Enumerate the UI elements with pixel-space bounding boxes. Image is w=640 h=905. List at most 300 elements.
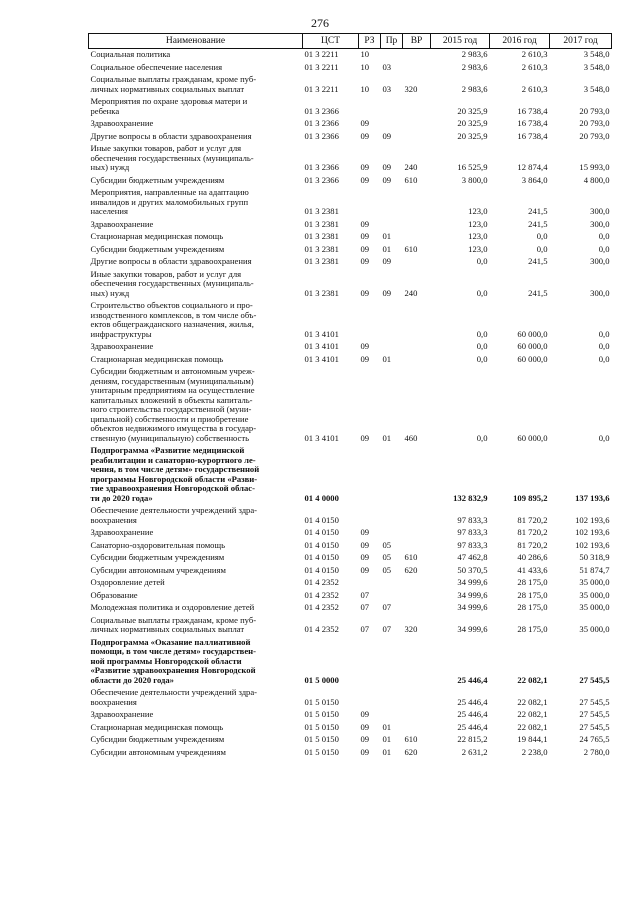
row-2016: 28 175,0 (517, 589, 548, 600)
row-2016: 16 738,4 (517, 130, 548, 141)
table-row (89, 527, 612, 540)
row-rz: 09 (360, 564, 370, 575)
row-rz: 09 (360, 734, 370, 744)
row-vr (403, 131, 431, 144)
row-2016: 16 738,4 (517, 118, 548, 128)
table-row (89, 300, 612, 341)
row-cst: 01 3 2366 (304, 174, 339, 185)
row-vr: 610 (404, 734, 418, 744)
row-2016: 81 720,2 (517, 527, 548, 537)
row-vr (403, 256, 431, 269)
table-row (89, 615, 612, 637)
row-2017: 0,0 (598, 353, 610, 364)
row-2017: 15 993,0 (579, 162, 610, 172)
header-rz: РЗ (359, 34, 381, 49)
row-rz: 09 (360, 709, 370, 719)
row-vr (403, 118, 431, 131)
table-row (89, 175, 612, 188)
row-name: Мероприятия по охране здоровья матери и ребенка (90, 96, 248, 116)
table-row (89, 244, 612, 257)
row-rz: 09 (360, 130, 370, 141)
table-row (89, 366, 612, 445)
row-pr (381, 341, 403, 354)
row-2016: 28 175,0 (517, 624, 548, 634)
header-vr: ВР (403, 34, 431, 49)
table-row (89, 505, 612, 527)
row-cst: 01 3 2381 (304, 206, 339, 216)
row-vr: 610 (404, 552, 418, 562)
table-row (89, 602, 612, 615)
row-name: Оздоровление детей (90, 577, 165, 587)
row-rz (359, 505, 381, 527)
row-cst: 01 5 0150 (304, 696, 339, 707)
row-vr: 240 (404, 162, 418, 172)
row-vr: 320 (404, 83, 418, 94)
row-rz: 07 (360, 602, 370, 612)
row-cst: 01 4 0150 (304, 527, 339, 537)
row-rz: 09 (360, 243, 370, 254)
row-2017: 20 793,0 (579, 105, 610, 116)
row-pr: 09 (382, 174, 392, 185)
row-2016: 0,0 (536, 243, 548, 254)
row-cst: 01 3 4101 (304, 328, 339, 339)
row-pr (381, 96, 403, 118)
row-name: Иные закупки товаров, работ и услуг для обеспечения государственных (муниципаль- ных) нужд (90, 143, 254, 172)
row-rz: 10 (360, 49, 370, 59)
row-2015: 34 999,6 (457, 589, 488, 600)
row-2016: 22 082,1 (517, 674, 548, 685)
row-name: Здравоохранение (90, 218, 154, 229)
row-2016: 60 000,0 (517, 432, 548, 443)
row-name: Иные закупки товаров, работ и услуг для обеспечения государственных (муниципаль- ных) нужд (90, 268, 254, 298)
row-rz: 09 (360, 432, 370, 443)
row-name: Подпрограмма «Развитие медицинской реабилитации и санаторно-курортного ле- чения, в том числе детям» государственной программы Новгородской области «Разви- тие здравоохранения Новгородской облас- ти до 2020 года» (90, 445, 260, 503)
row-pr: 03 (382, 83, 392, 94)
row-pr (381, 637, 403, 688)
row-rz (359, 300, 381, 341)
table-row (89, 734, 612, 747)
row-name: Мероприятия, направленные на адаптацию инвалидов и других маломобильных групп населения (90, 187, 249, 216)
row-rz: 09 (360, 287, 370, 298)
row-pr: 09 (382, 162, 392, 172)
table-row (89, 269, 612, 301)
page-number: 276 (311, 16, 329, 30)
row-pr: 09 (382, 287, 392, 298)
row-name: Социальные выплаты гражданам, кроме пуб- личных нормативных социальных выплат (90, 614, 257, 634)
row-2017: 300,0 (590, 218, 610, 229)
row-2016: 2 238,0 (521, 746, 548, 757)
table-row (89, 219, 612, 232)
row-rz: 09 (360, 353, 370, 364)
table-row (89, 722, 612, 735)
row-vr (403, 722, 431, 735)
row-2017: 0,0 (598, 432, 610, 443)
row-2017: 102 193,6 (575, 527, 610, 537)
row-pr (381, 505, 403, 527)
row-pr: 05 (382, 539, 392, 550)
row-vr (403, 300, 431, 341)
row-2017: 102 193,6 (575, 539, 610, 550)
row-2015: 25 446,4 (457, 721, 488, 732)
row-cst: 01 4 0150 (304, 539, 339, 550)
table-row (89, 256, 612, 269)
row-2016: 241,5 (528, 218, 548, 229)
row-vr (403, 445, 431, 505)
row-2017: 20 793,0 (579, 118, 610, 128)
row-vr (403, 62, 431, 75)
row-name: Социальное обеспечение населения (90, 61, 223, 72)
row-2016: 60 000,0 (517, 328, 548, 339)
row-2017: 50 318,9 (579, 552, 610, 562)
row-vr (403, 709, 431, 722)
table-body (89, 49, 612, 760)
row-vr (403, 637, 431, 688)
row-rz: 09 (360, 256, 370, 266)
row-pr: 01 (382, 746, 392, 757)
row-2015: 20 325,9 (457, 130, 488, 141)
row-2017: 300,0 (590, 206, 610, 216)
row-2015: 2 983,6 (461, 49, 488, 59)
row-2015: 2 983,6 (461, 61, 488, 72)
row-2016: 60 000,0 (517, 353, 548, 364)
row-cst: 01 4 0150 (304, 564, 339, 575)
row-2017: 0,0 (598, 243, 610, 254)
row-2017: 3 548,0 (583, 49, 610, 59)
row-2017: 35 000,0 (579, 624, 610, 634)
row-2015: 3 800,0 (461, 174, 488, 185)
table-row (89, 565, 612, 578)
row-rz: 09 (360, 231, 370, 241)
row-pr (381, 300, 403, 341)
row-2017: 0,0 (598, 341, 610, 351)
row-2017: 51 874,7 (579, 564, 610, 575)
row-2015: 25 446,4 (457, 696, 488, 707)
row-name: Стационарная медицинская помощь (90, 353, 224, 364)
row-2015: 97 833,3 (457, 514, 488, 525)
row-rz: 09 (360, 746, 370, 757)
row-vr (403, 505, 431, 527)
table-row (89, 143, 612, 175)
row-2017: 300,0 (590, 256, 610, 266)
row-2015: 2 631,2 (461, 746, 488, 757)
row-vr (403, 49, 431, 62)
row-vr: 620 (404, 564, 418, 575)
table-row (89, 687, 612, 709)
row-pr: 07 (382, 624, 392, 634)
row-pr: 01 (382, 734, 392, 744)
row-name: Обеспечение деятельности учреждений здра- воохранения (90, 505, 258, 525)
header-2015: 2015 год (431, 34, 490, 49)
row-2015: 34 999,6 (457, 624, 488, 634)
header-2016: 2016 год (490, 34, 550, 49)
row-2016: 3 864,0 (521, 174, 548, 185)
row-2015: 34 999,6 (457, 577, 488, 587)
table-row (89, 118, 612, 131)
row-2016: 28 175,0 (517, 602, 548, 612)
table-row (89, 577, 612, 590)
row-pr: 03 (382, 61, 392, 72)
table-row (89, 231, 612, 244)
row-vr (403, 219, 431, 232)
row-pr (381, 687, 403, 709)
row-2017: 2 780,0 (583, 746, 610, 757)
row-cst: 01 3 2381 (304, 231, 339, 241)
row-name: Субсидии автономным учреждениям (90, 746, 226, 757)
table-row (89, 96, 612, 118)
row-vr: 610 (404, 174, 418, 185)
subprogram-row (89, 637, 612, 688)
row-2015: 123,0 (468, 206, 488, 216)
row-2016: 109 895,2 (513, 492, 548, 503)
row-rz (359, 577, 381, 590)
row-vr (403, 602, 431, 615)
row-rz: 09 (360, 218, 370, 229)
row-2016: 28 175,0 (517, 577, 548, 587)
row-name: Здравоохранение (90, 709, 154, 719)
row-name: Другие вопросы в области здравоохранения (90, 256, 252, 266)
row-rz: 09 (360, 539, 370, 550)
row-cst: 01 3 2211 (304, 83, 339, 94)
row-rz: 09 (360, 341, 370, 351)
row-rz: 10 (360, 83, 370, 94)
row-2016: 2 610,3 (521, 49, 548, 59)
row-pr (381, 527, 403, 540)
row-2016: 12 874,4 (517, 162, 548, 172)
row-pr: 09 (382, 130, 392, 141)
row-2015: 0,0 (476, 341, 488, 351)
row-2016: 22 082,1 (517, 696, 548, 707)
row-cst: 01 5 0000 (304, 674, 339, 685)
row-rz: 09 (360, 162, 370, 172)
row-cst: 01 3 2211 (304, 61, 339, 72)
row-2015: 50 370,5 (457, 564, 488, 575)
table-row (89, 187, 612, 219)
row-2017: 0,0 (598, 328, 610, 339)
row-2016: 60 000,0 (517, 341, 548, 351)
table-row (89, 49, 612, 62)
header-2017: 2017 год (550, 34, 612, 49)
subprogram-row (89, 445, 612, 505)
row-cst: 01 3 2381 (304, 243, 339, 254)
row-2017: 27 545,5 (579, 674, 610, 685)
row-name: Подпрограмма «Оказание паллиативной помощи, в том числе детям» государствен- ной программы Новгородской области «Развитие здравоохранения Новгородской области до 2020 года» (90, 636, 256, 685)
row-2015: 20 325,9 (457, 118, 488, 128)
row-2017: 300,0 (590, 287, 610, 298)
row-cst: 01 5 0150 (304, 721, 339, 732)
row-2015: 97 833,3 (457, 539, 488, 550)
row-cst: 01 4 0150 (304, 552, 339, 562)
row-pr: 01 (382, 243, 392, 254)
row-rz (359, 687, 381, 709)
row-vr (403, 540, 431, 553)
row-2017: 137 193,6 (575, 492, 610, 503)
row-pr: 01 (382, 721, 392, 732)
row-cst: 01 3 2366 (304, 162, 339, 172)
row-rz: 07 (360, 624, 370, 634)
row-2016: 2 610,3 (521, 61, 548, 72)
row-2016: 81 720,2 (517, 539, 548, 550)
row-pr (381, 590, 403, 603)
row-pr: 01 (382, 353, 392, 364)
row-2016: 22 082,1 (517, 709, 548, 719)
row-name: Санаторно-оздоровительная помощь (90, 539, 225, 550)
row-rz (359, 96, 381, 118)
row-2017: 27 545,5 (579, 709, 610, 719)
row-cst: 01 4 2352 (304, 589, 339, 600)
row-rz: 07 (360, 589, 370, 600)
table-row (89, 590, 612, 603)
table-row (89, 354, 612, 367)
row-name: Стационарная медицинская помощь (90, 231, 224, 241)
row-cst: 01 3 2381 (304, 287, 339, 298)
row-vr (403, 187, 431, 219)
row-name: Здравоохранение (90, 527, 154, 537)
row-pr (381, 187, 403, 219)
row-name: Здравоохранение (90, 118, 154, 128)
row-vr (403, 231, 431, 244)
row-2015: 123,0 (468, 231, 488, 241)
row-cst: 01 3 2211 (304, 49, 339, 59)
row-2015: 47 462,8 (457, 552, 488, 562)
row-pr: 09 (382, 256, 392, 266)
row-rz (359, 637, 381, 688)
row-2015: 0,0 (476, 353, 488, 364)
row-pr: 05 (382, 564, 392, 575)
row-cst: 01 3 2366 (304, 118, 339, 128)
row-cst: 01 3 4101 (304, 353, 339, 364)
row-name: Субсидии бюджетным учреждениям (90, 243, 225, 254)
row-cst: 01 4 0150 (304, 514, 339, 525)
row-2017: 35 000,0 (579, 602, 610, 612)
row-cst: 01 4 2352 (304, 602, 339, 612)
row-2017: 3 548,0 (583, 83, 610, 94)
table-row (89, 709, 612, 722)
row-vr (403, 590, 431, 603)
row-cst: 01 4 2352 (304, 624, 339, 634)
row-rz: 09 (360, 721, 370, 732)
row-pr (381, 709, 403, 722)
row-2017: 27 545,5 (579, 721, 610, 732)
row-pr: 01 (382, 432, 392, 443)
row-2015: 16 525,9 (457, 162, 488, 172)
row-2015: 0,0 (476, 328, 488, 339)
row-2015: 0,0 (476, 432, 488, 443)
row-rz: 09 (360, 552, 370, 562)
row-2015: 2 983,6 (461, 83, 488, 94)
row-2016: 22 082,1 (517, 721, 548, 732)
table-row (89, 540, 612, 553)
table-row (89, 74, 612, 96)
row-pr (381, 445, 403, 505)
row-2015: 25 446,4 (457, 709, 488, 719)
row-cst: 01 4 0000 (304, 492, 339, 503)
row-2017: 3 548,0 (583, 61, 610, 72)
row-cst: 01 3 2381 (304, 218, 339, 229)
row-2017: 35 000,0 (579, 589, 610, 600)
row-2017: 35 000,0 (579, 577, 610, 587)
table-header (89, 34, 612, 49)
row-vr: 610 (404, 243, 418, 254)
row-vr (403, 687, 431, 709)
row-rz: 09 (360, 527, 370, 537)
row-vr (403, 354, 431, 367)
row-pr (381, 577, 403, 590)
row-2016: 241,5 (528, 206, 548, 216)
row-cst: 01 3 2381 (304, 256, 339, 266)
row-pr: 01 (382, 231, 392, 241)
row-name: Субсидии автономным учреждениям (90, 564, 226, 575)
row-2016: 241,5 (528, 287, 548, 298)
row-vr (403, 527, 431, 540)
row-2016: 19 844,1 (517, 734, 548, 744)
row-2015: 123,0 (468, 243, 488, 254)
row-vr: 460 (404, 432, 418, 443)
row-vr: 320 (404, 624, 418, 634)
row-2016: 81 720,2 (517, 514, 548, 525)
budget-table (88, 33, 612, 759)
row-cst: 01 5 0150 (304, 734, 339, 744)
row-pr (381, 219, 403, 232)
row-2015: 22 815,2 (457, 734, 488, 744)
row-2016: 0,0 (536, 231, 548, 241)
row-name: Субсидии бюджетным учреждениям (90, 552, 225, 562)
row-2016: 16 738,4 (517, 105, 548, 116)
row-cst: 01 3 2366 (304, 105, 339, 116)
row-cst: 01 4 2352 (304, 577, 339, 587)
row-2017: 24 765,5 (579, 734, 610, 744)
row-name: Строительство объектов социального и про- изводственного комплексов, в том числе объ- ектов общегражданского назначения, жилья, инфраструктуры (90, 300, 257, 339)
row-2016: 2 610,3 (521, 83, 548, 94)
row-name: Стационарная медицинская помощь (90, 721, 224, 732)
row-rz (359, 445, 381, 505)
row-cst: 01 3 4101 (304, 432, 339, 443)
row-2017: 0,0 (598, 231, 610, 241)
row-2015: 20 325,9 (457, 105, 488, 116)
row-pr: 05 (382, 552, 392, 562)
row-2015: 0,0 (476, 256, 488, 266)
row-vr (403, 577, 431, 590)
row-2016: 40 286,6 (517, 552, 548, 562)
row-2016: 41 433,6 (517, 564, 548, 575)
table-row (89, 747, 612, 760)
row-name: Субсидии бюджетным учреждениям (90, 174, 225, 185)
row-pr (381, 118, 403, 131)
header-cst: ЦСТ (303, 34, 359, 49)
row-vr (403, 96, 431, 118)
table-row (89, 552, 612, 565)
row-pr (381, 49, 403, 62)
table-row (89, 62, 612, 75)
row-rz: 09 (360, 174, 370, 185)
row-2017: 20 793,0 (579, 130, 610, 141)
row-2017: 4 800,0 (583, 174, 610, 185)
row-cst: 01 3 2366 (304, 130, 339, 141)
row-vr: 620 (404, 746, 418, 757)
table-row (89, 341, 612, 354)
row-2016: 241,5 (528, 256, 548, 266)
header-name: Наименование (89, 34, 303, 49)
row-2015: 34 999,6 (457, 602, 488, 612)
row-2015: 132 832,9 (453, 492, 488, 503)
row-rz: 10 (360, 61, 370, 72)
row-cst: 01 5 0150 (304, 746, 339, 757)
row-name: Другие вопросы в области здравоохранения (90, 130, 252, 141)
row-2017: 27 545,5 (579, 696, 610, 707)
row-2015: 25 446,4 (457, 674, 488, 685)
row-2015: 123,0 (468, 218, 488, 229)
row-rz: 09 (360, 118, 370, 128)
row-rz (359, 187, 381, 219)
